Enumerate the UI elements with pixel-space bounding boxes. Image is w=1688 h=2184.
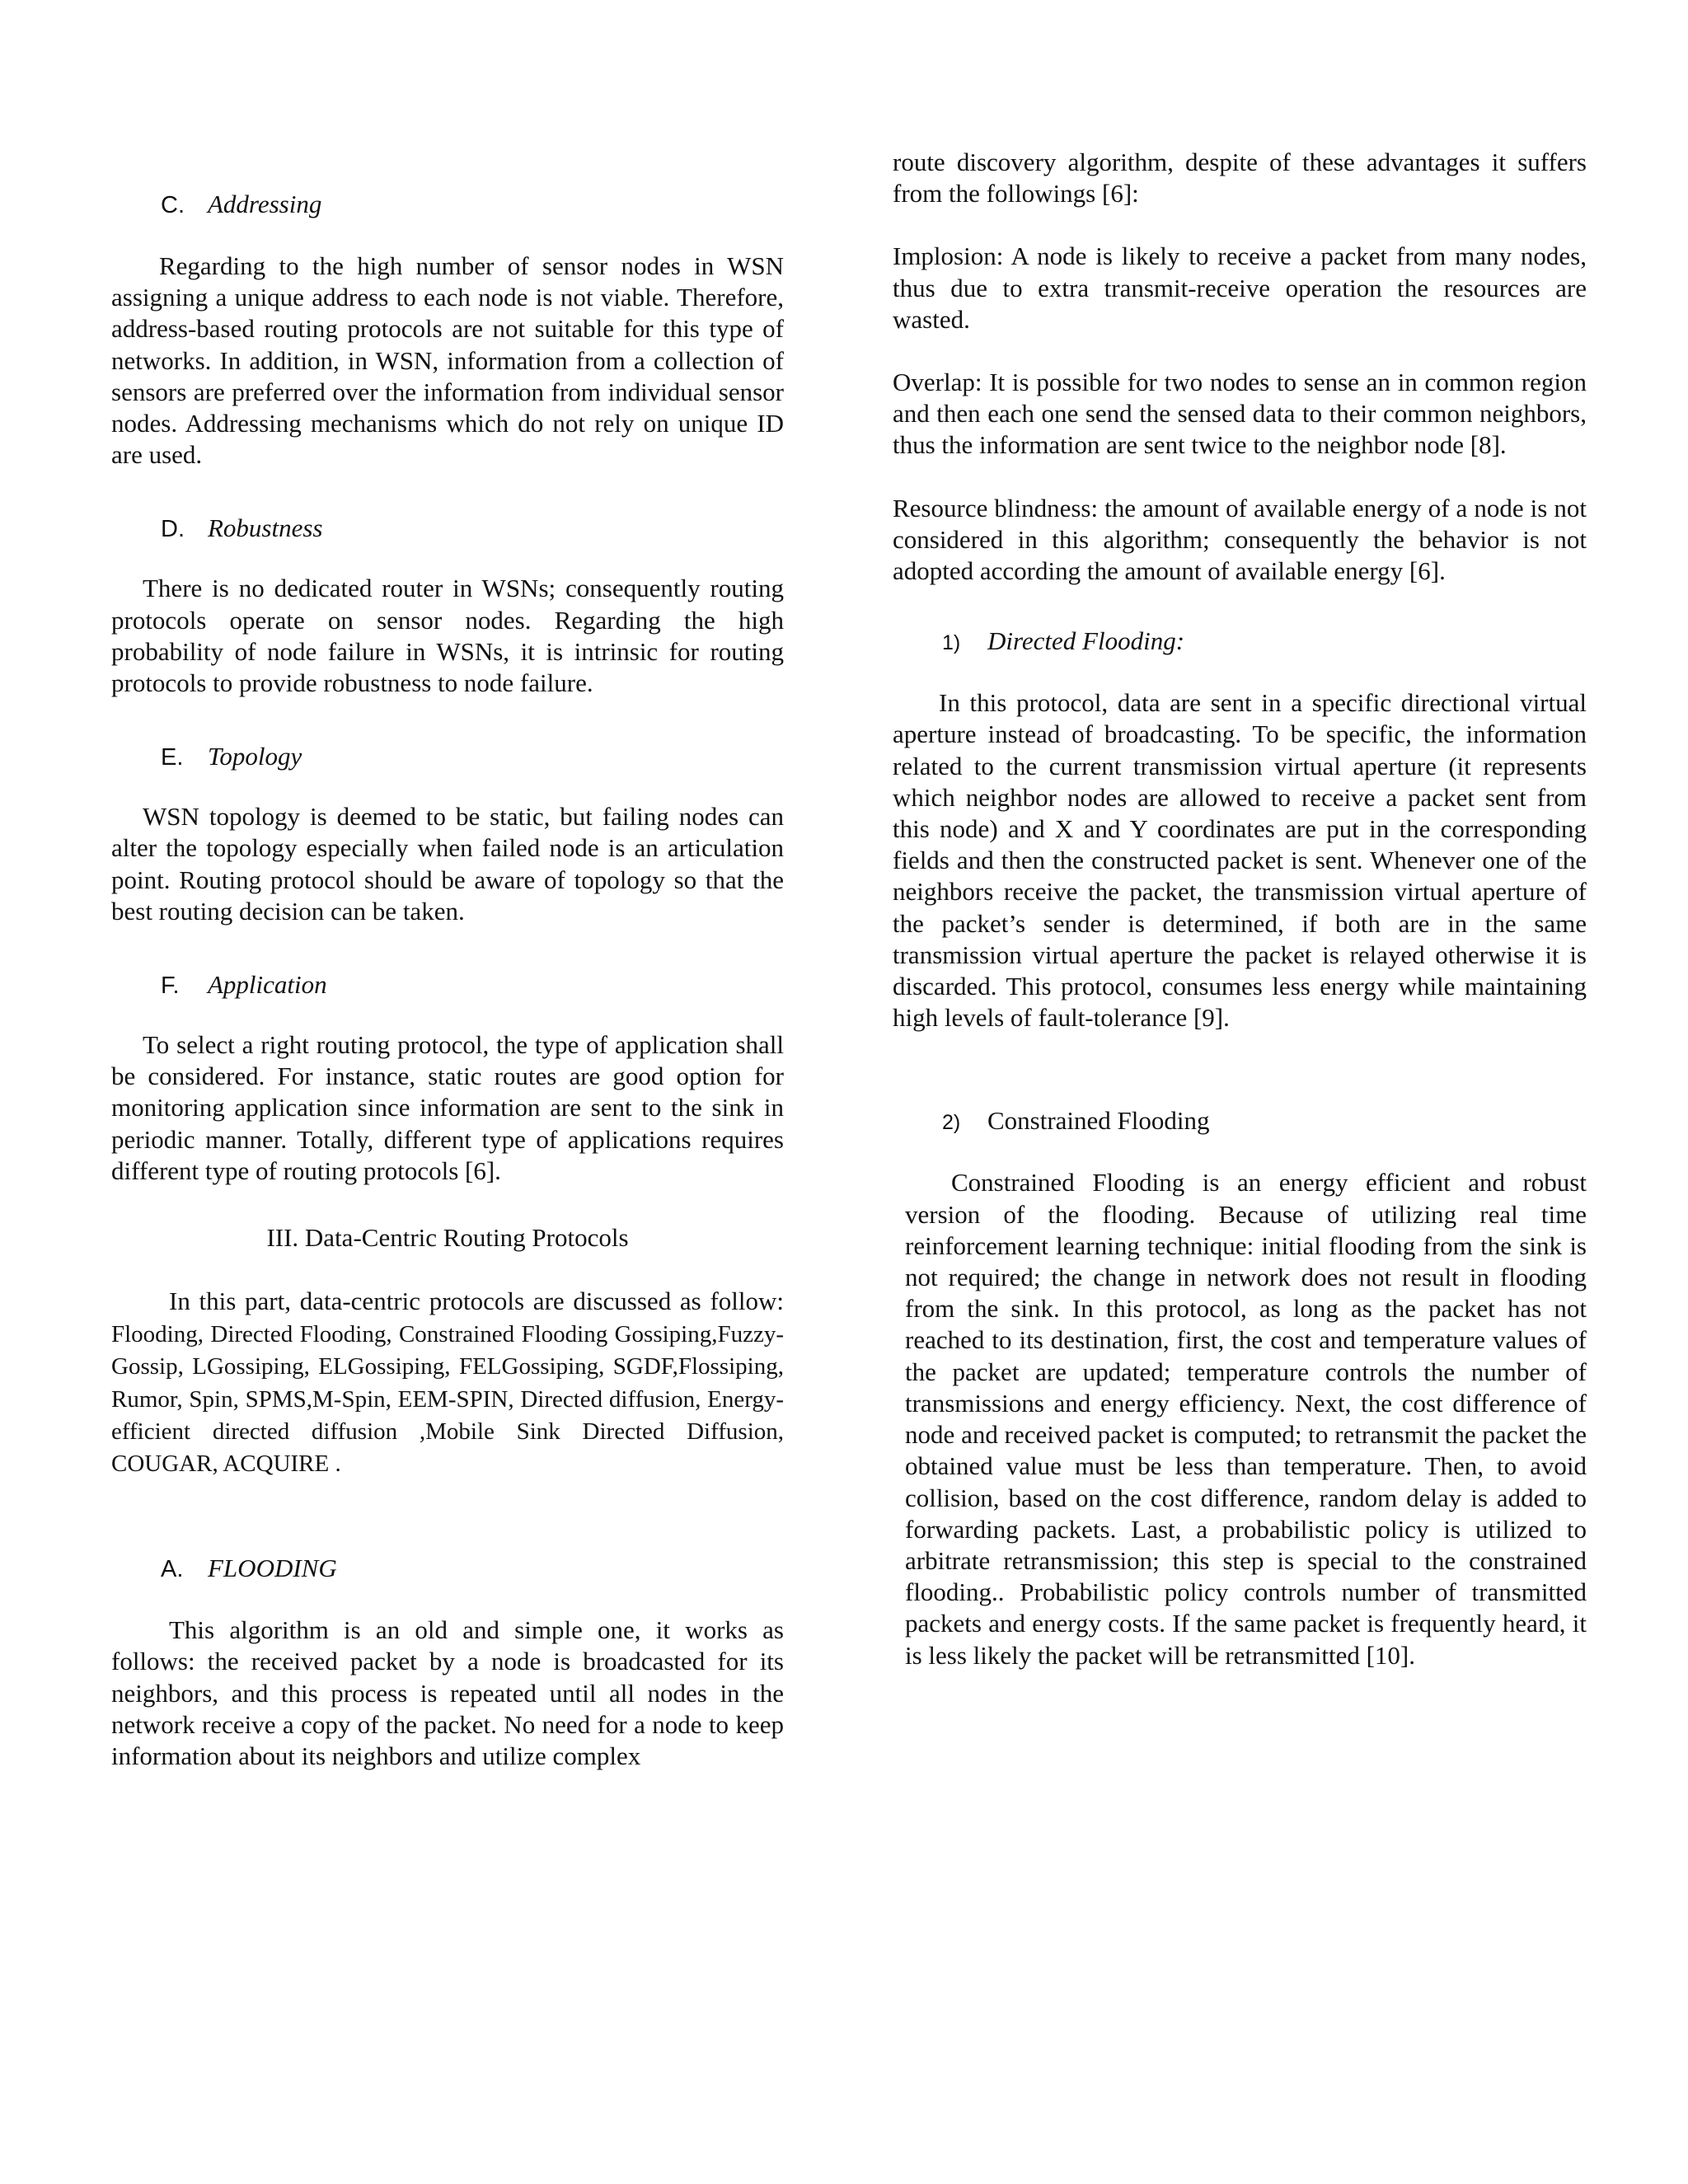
section-title-iii: III. Data-Centric Routing Protocols — [266, 1223, 629, 1253]
subsection-title: Directed Flooding: — [987, 626, 1185, 656]
section-heading-a — [111, 1554, 784, 1583]
paragraph-addressing: Regarding to the high number of sensor nodes in WSN assigning a unique address to each node is not viable. Therefore, address-based routing protocols are not suitable for this type of networks. In addition, in WSN, information from a collection of sensors are preferred over the information from individual sensor nodes. Addressing mechanisms which do not rely on unique ID are used. — [111, 251, 784, 470]
paragraph-overlap: Overlap: It is possible for two nodes to sense an in common region and then each one send the sensed data to their common neighbors, thus the information are sent twice to the neighbor node [8]. — [893, 368, 1587, 460]
section-number: C. — [161, 192, 185, 218]
paragraph-implosion: Implosion: A node is likely to receive a packet from many nodes, thus due to extra transmit-receive operation the resources are wasted. — [893, 241, 1587, 334]
paragraph-directed-flooding: In this protocol, data are sent in a specific directional virtual aperture instead of broadcasting. To be specific, the information related to the current transmission virtual aperture (it represents which neighbor nodes are allowed to receive a packet sent from this node) and X and Y coordinates are put in the corresponding fields and then the constructed packet is sent. Whenever one of the neighbors receive the packet, the transmission virtual aperture of the packet’s sender is determined, if both are in the same transmission virtual aperture the packet is relayed otherwise it is discarded. This protocol, consumes less energy while maintaining high levels of fault-tolerance [9]. — [893, 688, 1587, 1033]
intro-text: In this part, data-centric protocols are discussed as follow: — [169, 1286, 784, 1316]
section-title: FLOODING — [208, 1554, 337, 1583]
left-column — [111, 147, 784, 1772]
section-heading-c — [111, 190, 784, 219]
paragraph-topology: WSN topology is deemed to be static, but failing nodes can alter the topology especially when failed node is an articulation point. Routing protocol should be aware of topology so that the best routing decision can be taken. — [111, 802, 784, 926]
section-heading-f — [111, 970, 784, 1000]
paragraph-constrained-flooding: Constrained Flooding is an energy efficient and robust version of the flooding. Because of utilizing real time reinforcement learning technique: initial flooding from the sink is not required; the change in network does not result in flooding from the sink. In this protocol, as long as the packet has not reached to its destination, first, the cost and temperature values of the packet are updated; temperature controls the number of transmissions and energy efficiency. Next, the cost difference of node and received packet is computed; to retransmit the packet the obtained value must be less than temperature. Then, to avoid collision, based on the cost difference, random delay is added to forwarding packets. Last, a probabilistic policy is utilized to arbitrate retransmission; this step is special to the constrained flooding.. Probabilistic policy controls number of transmitted packets and energy costs. If the same packet is frequently heard, it is less likely the packet will be retransmitted [10]. — [905, 1168, 1587, 1670]
paragraph-flooding-continued: route discovery algorithm, despite of these advantages it suffers from the followings [6]: — [893, 148, 1587, 209]
section-title: Addressing — [208, 190, 322, 218]
protocol-list: Flooding, Directed Flooding, Constrained Flooding Gossiping,Fuzzy-Gossip, LGossiping, ELGossiping, FELGossiping, SGDF,Flossiping, Rumor, Spin, SPMS,M-Spin, EEM-SPIN, Directed diffusion, Energy-efficient directed diffusion ,Mobile Sink Directed Diffusion, COUGAR, ACQUIRE . — [111, 1321, 784, 1478]
paragraph-data-centric-intro — [111, 1286, 784, 1479]
section-number: E. — [161, 744, 184, 771]
paragraph-resource-blindness: Resource blindness: the amount of available energy of a node is not considered in this algorithm; consequently the behavior is not adopted according the amount of available energy [6]. — [893, 493, 1587, 586]
subsection-number: 1) — [942, 631, 961, 655]
subsection-heading-1 — [893, 626, 1587, 656]
section-number: F. — [161, 972, 180, 1000]
subsection-title: Constrained Flooding — [987, 1106, 1210, 1136]
right-column — [893, 147, 1587, 1671]
section-heading-d — [111, 513, 784, 543]
section-number: D. — [161, 516, 185, 543]
section-title: Application — [208, 970, 327, 1000]
paragraph-flooding: This algorithm is an old and simple one, it works as follows: the received packet by a node is broadcasted for its neighbors, and this process is repeated until all nodes in the network receive a copy of the packet. No need for a node to keep information about its neighbors and utilize complex — [111, 1615, 784, 1771]
subsection-number: 2) — [942, 1111, 961, 1135]
section-title: Robustness — [208, 513, 323, 543]
section-heading-e — [111, 742, 784, 771]
section-number: A. — [161, 1556, 184, 1583]
constrained-flooding-body — [893, 1167, 1587, 1671]
section-title: Topology — [208, 742, 302, 771]
subsection-heading-2 — [893, 1106, 1587, 1136]
paragraph-robustness: There is no dedicated router in WSNs; consequently routing protocols operate on sensor nodes. Regarding the high probability of node failure in WSNs, it is intrinsic for routing protocols to provide robustness to node failure. — [111, 574, 784, 698]
paragraph-application: To select a right routing protocol, the type of application shall be considered. For instance, static routes are good option for monitoring application since information are sent to the sink in periodic manner. Totally, different type of applications requires different type of routing protocols [6]. — [111, 1030, 784, 1185]
